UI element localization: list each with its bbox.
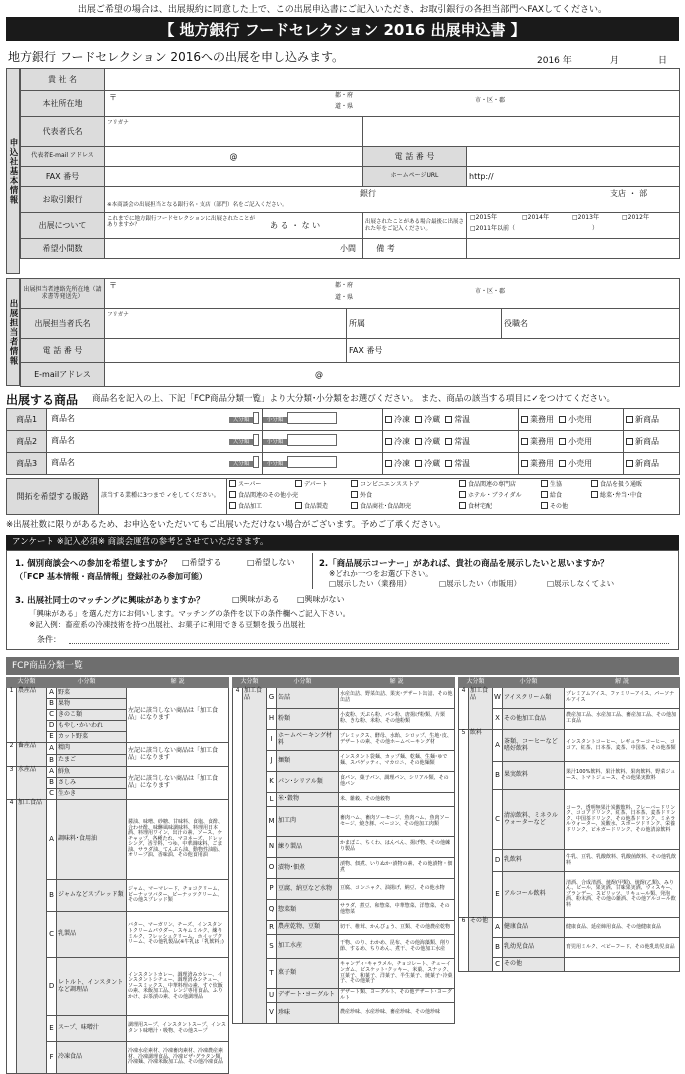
channel-foodservice[interactable]: 外食: [351, 491, 372, 500]
t2-letter: U: [267, 989, 277, 1003]
bank-field[interactable]: [105, 187, 680, 213]
pref-label-1: 都・府: [335, 92, 354, 99]
t2-minor: 惣菜類: [277, 900, 339, 921]
t1-note: 左記に該当しない商品は「加工食品」になります: [127, 743, 229, 767]
t1-minor: レトルト、インスタントなど調理品: [57, 958, 127, 1016]
products-heading: 出展する商品: [6, 393, 79, 407]
contact-address-field[interactable]: [105, 279, 680, 309]
survey-box: [6, 550, 679, 650]
t2-major-num: 4: [233, 688, 243, 1024]
t2-letter: M: [267, 807, 277, 837]
product-2-minor[interactable]: 小分類: [263, 434, 337, 446]
survey-condition-field[interactable]: [69, 643, 669, 644]
t2-minor: 豆腐、納豆など水物: [277, 879, 339, 900]
exhibit-question: これまでに地方銀行フードセレクションに出展されたことがありますか？: [107, 216, 255, 229]
furigana-label: フリガナ: [107, 120, 129, 126]
product-2-label: 商品2: [7, 431, 47, 453]
date-month: 月: [610, 56, 620, 66]
branch-suffix: 支店 ・ 部: [610, 189, 648, 198]
contact-address-label: 出展担当者連絡先所在地（請求書等発送先）: [21, 279, 105, 309]
t2-major-name: 加工食品: [243, 688, 267, 1024]
t1-letter: D: [47, 721, 57, 732]
bank-label: お取引銀行: [21, 187, 105, 213]
t3-desc: 健康食品、延産締用食品、その他健康食品: [565, 918, 680, 938]
t2-desc: 米、雑穀、その他穀物: [339, 793, 455, 807]
contact-tel-field[interactable]: [105, 339, 347, 363]
product-1-new[interactable]: 新商品: [624, 409, 680, 431]
contact-name-label: 出展担当者氏名: [21, 309, 105, 339]
survey-q1-note: （「FCP 基本情報・商品情報」登録社のみ参加可能）: [15, 572, 207, 581]
t2-desc: 畜肉ハム、畜肉ソーセージ、魚肉ハム、魚肉ソーセージ、焼き豚、ベーコン、その他加工肉類: [339, 807, 455, 837]
product-3-minor-cell[interactable]: [263, 453, 383, 475]
t1-letter: C: [47, 789, 57, 800]
booths-field[interactable]: [105, 239, 363, 259]
channel-specialty[interactable]: 食品関連の専門店: [459, 480, 516, 489]
product-3-major[interactable]: 大分類: [229, 456, 259, 468]
date-year: 2016 年: [537, 56, 572, 66]
product-1-label: 商品1: [7, 409, 47, 431]
t1-major-num: 3: [7, 767, 17, 800]
biko-label: 備 考: [363, 239, 467, 259]
t2-minor: 粉類: [277, 709, 339, 730]
t2-minor: ホームベーキング材料: [277, 730, 339, 751]
t1-major-num: 2: [7, 743, 17, 767]
t2-letter: L: [267, 793, 277, 807]
t1-major-num: 1: [7, 688, 17, 743]
fcp-table-3: [458, 677, 680, 972]
t3-letter: C: [493, 958, 503, 972]
product-3-temps[interactable]: 冷凍 冷蔵 常温: [383, 453, 519, 475]
bank-suffix: 銀行: [360, 189, 376, 198]
t2-minor: 加工肉: [277, 807, 339, 837]
t2-minor: 菓子類: [277, 959, 339, 989]
t2-letter: I: [267, 730, 277, 751]
address-label: 本社所在地: [21, 91, 105, 117]
year-2014[interactable]: □2014年: [522, 214, 549, 221]
survey-header: アンケート ※記入必須※ 商談会運営の参考とさせていただきます。: [6, 535, 679, 550]
channel-deli[interactable]: 総菜･弁当･中食: [591, 491, 642, 500]
tel-label: 電 話 番 号: [363, 147, 467, 167]
t3-col-desc: 解 説: [565, 678, 680, 688]
t2-desc: 食パン、菓子パン、調理パン、シリアル類、その他パン: [339, 772, 455, 793]
t1-major-num: 4: [7, 800, 17, 1074]
t2-minor: パン･シリアル類: [277, 772, 339, 793]
t2-letter: O: [267, 858, 277, 879]
t1-col-desc: 解 説: [127, 678, 229, 688]
t3-col-major: 大分類: [459, 678, 493, 688]
t2-letter: T: [267, 959, 277, 989]
applicant-side-label: 申込社基本情報: [6, 68, 20, 274]
channel-delivery[interactable]: 食材宅配: [459, 502, 492, 511]
t2-desc: デザート類、ヨーグルト、その他デザート･ヨーグルト: [339, 989, 455, 1003]
t3-minor: その他加工食品: [503, 709, 565, 730]
tel-field[interactable]: [467, 147, 680, 167]
contact-name-field[interactable]: [105, 309, 347, 339]
t2-letter: J: [267, 751, 277, 772]
contact-title-label: 役職名: [504, 318, 528, 328]
survey-q3-note1: 「興味がある」を選んだ方にお伺いします。マッチングの条件を以下の条件欄へご記入下さい。: [29, 609, 351, 618]
t2-minor: 加工水産: [277, 935, 339, 959]
t3-major-num: 5: [459, 730, 469, 918]
t2-col-minor: 小分類: [267, 678, 339, 688]
t1-minor: 生かき: [57, 789, 127, 800]
products-table: [6, 408, 680, 475]
survey-q3-opt-no[interactable]: □興味がない: [297, 595, 345, 604]
t2-letter: V: [267, 1003, 277, 1024]
product-row-3: [7, 453, 680, 475]
t1-note: 左記に該当しない商品は「加工食品」になります: [127, 688, 229, 743]
contact-email-label: E-mailアドレス: [21, 363, 105, 387]
contact-pref-2: 道・県: [335, 294, 354, 301]
t2-minor: 漬物･佃煮: [277, 858, 339, 879]
t3-letter: E: [493, 872, 503, 918]
t2-letter: P: [267, 879, 277, 900]
channel-other-retail[interactable]: 食品関連のその他小売: [229, 491, 298, 500]
t1-desc: インスタントカレー、調理済みカレー、インスタントシチュー、調理済みシチュー、ソースミックス、中華料理の素、すぐ炊飯の素、米飯加工品、レンジ専用食品、ふりかけ、お茶漬の素、その他調理品: [127, 958, 229, 1016]
contact-email-field[interactable]: [105, 363, 680, 387]
t2-letter: Q: [267, 900, 277, 921]
t1-major-name: 水産品: [17, 767, 47, 800]
contact-postal: 〒: [109, 281, 117, 290]
at-sign: @: [229, 151, 238, 161]
t2-desc: 切干、椎茸、かんぴょう、豆類、その他農産乾物: [339, 921, 455, 935]
t1-minor: スープ、味噌汁: [57, 1016, 127, 1042]
t2-desc: インスタント袋麺、カップ麺、乾麺、生麺･ゆで麺、スパゲッティ、マカロニ、その他麺類: [339, 751, 455, 772]
survey-q2-opt-business[interactable]: □展示したい（業務用）: [329, 579, 412, 588]
t2-desc: 農産珍味、水産珍味、畜産珍味、その他珍味: [339, 1003, 455, 1024]
exhibit-history-label: 出展について: [21, 213, 105, 239]
product-3-label: 商品3: [7, 453, 47, 475]
t3-desc: コーラ、透明無果汁炭酸飲料、フレーバードリンク、ココアドリンク、紅茶、日本茶、麦茶ドリンク、中国茶ドリンク、その他茶ドリンク、ミネラルウォーター、炭酸水、スポーツドリンク、栄養ドリンク、ビネガードリンク、その他清涼飲料: [565, 790, 680, 850]
channel-super[interactable]: スーパー: [229, 480, 261, 489]
product-1-major[interactable]: 大分類: [229, 412, 259, 424]
t2-letter: G: [267, 688, 277, 709]
homepage-label: ホームページURL: [363, 167, 467, 187]
contact-dept-label: 所属: [349, 318, 365, 328]
t3-minor: アルコール飲料: [503, 872, 565, 918]
survey-condition-label: 条件：: [37, 635, 61, 644]
t3-major-num: 6: [459, 918, 469, 972]
product-2-temps[interactable]: 冷凍 冷蔵 常温: [383, 431, 519, 453]
t1-major-name: 畜産品: [17, 743, 47, 767]
booths-label: 希望小間数: [21, 239, 105, 259]
t2-desc: かまぼこ、ちくわ、はんぺん、揚げ物、その他練り製品: [339, 837, 455, 858]
product-2-new[interactable]: 新商品: [624, 431, 680, 453]
t2-minor: 麺類: [277, 751, 339, 772]
exhibit-history-field[interactable]: [105, 213, 363, 239]
fcp-table-1: [6, 677, 229, 1074]
t1-letter: E: [47, 1016, 57, 1042]
product-1-minor-cell[interactable]: [263, 409, 383, 431]
t3-letter: X: [493, 709, 503, 730]
t1-minor: 冷凍食品: [57, 1042, 127, 1074]
t1-minor: 鮮魚: [57, 767, 127, 778]
survey-q3-opt-yes[interactable]: □興味がある: [232, 595, 280, 604]
t1-letter: B: [47, 755, 57, 767]
biko-field[interactable]: [467, 239, 680, 259]
t2-letter: K: [267, 772, 277, 793]
channel-mailorder[interactable]: 食品を扱う通販: [591, 480, 642, 489]
survey-q1-opt-yes[interactable]: □希望する: [182, 558, 222, 567]
aru-nai-choice[interactable]: あ る ・ な い: [270, 221, 321, 230]
product-3-new[interactable]: 新商品: [624, 453, 680, 475]
t3-minor: 清涼飲料、ミネラルウォーターなど: [503, 790, 565, 850]
t3-major-name: その他: [469, 918, 493, 972]
t1-letter: B: [47, 699, 57, 710]
fcp-table-2: [232, 677, 455, 1024]
t1-letter: B: [47, 880, 57, 912]
t3-letter: A: [493, 730, 503, 762]
t1-minor: ジャムなどスプレッド類: [57, 880, 127, 912]
t1-letter: F: [47, 1042, 57, 1074]
year-2013[interactable]: □2013年: [572, 214, 599, 221]
year-2012[interactable]: □2012年: [622, 214, 649, 221]
survey-q3-note2: ※記入例：畜産系の冷凍技術を持つ出展社、お菓子に利用できる豆類を扱う出展社: [29, 620, 306, 629]
postal-mark: 〒: [109, 93, 117, 102]
t3-minor: 乳幼児食品: [503, 938, 565, 958]
contact-pref-1: 都・府: [335, 282, 354, 289]
t1-desc: ジャム、マーマレード、チョコクリーム、ピーナッツバター、ピーナッツクリーム、その他スプレッド類: [127, 880, 229, 912]
t3-major-num: 4: [459, 688, 469, 730]
date-day: 日: [658, 56, 668, 66]
t2-letter: R: [267, 921, 277, 935]
t3-minor: アイスクリーム類: [503, 688, 565, 709]
channel-processing[interactable]: 食品加工: [229, 502, 262, 511]
t1-minor: きのこ類: [57, 710, 127, 721]
product-row-1: [7, 409, 680, 431]
t2-minor: 米･穀物: [277, 793, 339, 807]
t1-letter: A: [47, 767, 57, 778]
t2-col-major: 大分類: [233, 678, 267, 688]
t1-letter: A: [47, 800, 57, 880]
koma-unit: 小間: [340, 243, 356, 253]
product-2-name-field[interactable]: [47, 431, 263, 453]
past-year-question: 出展されたことがある場合最後に出展された年をご記入ください。: [363, 213, 467, 239]
t2-letter: N: [267, 837, 277, 858]
t2-minor: デザート･ヨーグルト: [277, 989, 339, 1003]
pref-label-2: 道・県: [335, 103, 354, 110]
fax-field[interactable]: [105, 167, 363, 187]
t2-desc: サラダ、煮豆、和惣菜、中華惣菜、洋惣菜、その他惣菜: [339, 900, 455, 921]
t1-note: 左記に該当しない商品は「加工食品」になります: [127, 767, 229, 800]
product-1-temps[interactable]: 冷凍 冷蔵 常温: [383, 409, 519, 431]
survey-q2-opt-retail[interactable]: □展示したい（市販用）: [439, 579, 522, 588]
survey-q1: 1. 個別商談会への参加を希望しますか？: [15, 559, 172, 569]
rep-title-field[interactable]: [363, 117, 680, 147]
t2-letter: H: [267, 709, 277, 730]
channel-catering[interactable]: 給食: [541, 491, 562, 500]
t3-desc: [565, 958, 680, 972]
product-3-name-label: 商品名: [51, 458, 75, 467]
contact-fax-field[interactable]: [347, 339, 680, 363]
t3-minor: 果実飲料: [503, 762, 565, 790]
t3-letter: W: [493, 688, 503, 709]
email-label: 代表者E-mail アドレス: [21, 147, 105, 167]
t2-letter: S: [267, 935, 277, 959]
t1-major-name: 農産品: [17, 688, 47, 743]
t1-letter: D: [47, 958, 57, 1016]
product-1-name-field[interactable]: [47, 409, 263, 431]
contact-at-sign: @: [315, 369, 323, 379]
t2-minor: 珍味: [277, 1003, 339, 1024]
t2-desc: 小麦粉、天ぷら粉、パン粉、唐揚げ粉類、片栗粉、きな粉、米粉、その他粉類: [339, 709, 455, 730]
t3-desc: 果汁100%飲料、果汁飲料、果肉飲料、野菜ジュース、トマトジュース、その他果実飲料: [565, 762, 680, 790]
year-close-paren: ）: [592, 225, 599, 232]
survey-q2-opt-no[interactable]: □展示しなくてよい: [547, 579, 615, 588]
t1-minor: 果物: [57, 699, 127, 710]
channels-options[interactable]: [227, 479, 680, 515]
channels-table: [6, 478, 680, 515]
http-prefix: http://: [469, 171, 494, 181]
t3-minor: その他: [503, 958, 565, 972]
product-2-minor-cell[interactable]: [263, 431, 383, 453]
t1-desc: 調理用スープ、インスタントスープ、インスタント味噌汁・吸物、その他スープ: [127, 1016, 229, 1042]
t1-minor: たまご: [57, 755, 127, 767]
contact-fax-label: FAX 番号: [349, 345, 383, 355]
t1-minor: カット野菜: [57, 732, 127, 743]
t3-major-name: 加工食品: [469, 688, 493, 730]
t3-letter: B: [493, 938, 503, 958]
t1-desc: バター、マーガリン、チーズ、インスタントクリームパウダー、スキムミルク、練りミルク、フレッシュクリーム、ホイップクリーム、その他乳製品(※牛乳は「乳飲料」): [127, 912, 229, 958]
t3-letter: A: [493, 918, 503, 938]
channel-convenience[interactable]: コンビニエンスストア: [351, 480, 420, 489]
past-year-options[interactable]: [467, 213, 680, 239]
t2-desc: キャンディ･キャラメル、チョコレート、チューインガム、ビスケット･クッキー、米菓、スナック、豆菓子、和菓子、洋菓子、半生菓子、焼菓子･冷菓子、その他菓子: [339, 959, 455, 989]
t3-letter: D: [493, 850, 503, 872]
products-note: 商品名を記入の上、下記「FCP商品分類一覧」より大分類･小分類をお選びください。 また、商品の該当する項目に✓をつけてください。: [92, 394, 616, 404]
channel-other[interactable]: その他: [541, 502, 568, 511]
product-2-uses[interactable]: 業務用 小売用: [519, 431, 624, 453]
product-2-name-label: 商品名: [51, 436, 75, 445]
t1-letter: B: [47, 778, 57, 789]
contact-dept-field[interactable]: [347, 309, 502, 339]
contact-furigana: フリガナ: [107, 312, 129, 318]
t3-desc: インスタントコーヒー、レギュラーコーヒー、ココア、紅茶、日本茶、麦茶、中国茶、その他茶類: [565, 730, 680, 762]
top-notice: 出展ご希望の場合は、出展規約に同意した上で、この出展申込書にご記入いただき、お取引銀行の各担当部門へFAXしてください。: [77, 5, 608, 15]
product-1-uses[interactable]: 業務用 小売用: [519, 409, 624, 431]
year-2015[interactable]: □2015年: [470, 214, 497, 221]
t1-letter: A: [47, 688, 57, 699]
t1-letter: C: [47, 710, 57, 721]
t3-minor: 健康食品: [503, 918, 565, 938]
t3-desc: 農産加工品、水産加工品、畜産加工品、その他加工食品: [565, 709, 680, 730]
t3-letter: C: [493, 790, 503, 850]
rep-field[interactable]: [105, 117, 363, 147]
t2-col-desc: 解 説: [339, 678, 455, 688]
t2-desc: 干物、のり、わかめ、昆布、その他海藻類、削り節、するめ、ちりめん、煮干、その他加工水産: [339, 935, 455, 959]
city-label: 市・区・郡: [475, 97, 506, 104]
fax-label: FAX 番号: [21, 167, 105, 187]
t2-desc: 漬物、佃煮、いりぬか･漬物の素、その他漬物・佃煮: [339, 858, 455, 879]
t1-minor: もやし･かいわれ: [57, 721, 127, 732]
company-label: 貴 社 名: [21, 69, 105, 91]
t1-minor: 野菜: [57, 688, 127, 699]
product-1-minor[interactable]: 小分類: [263, 412, 337, 424]
t2-desc: 豆腐、コンニャク、油揚げ、納豆、その他水物: [339, 879, 455, 900]
t2-minor: 練り製品: [277, 837, 339, 858]
survey-q3: 3. 出展社同士のマッチングに興味がありますか？: [15, 596, 205, 606]
bank-note: ※本商談会の出展担当となる銀行名・支店（部門）名をご記入ください。: [107, 202, 288, 208]
t1-minor: 調味料･食用油: [57, 800, 127, 880]
form-title: 【 地方銀行 フードセレクション 2016 出展申込書 】: [6, 17, 679, 41]
channel-hotel[interactable]: ホテル・ブライダル: [459, 491, 522, 500]
survey-q1-opt-no[interactable]: □希望しない: [247, 558, 295, 567]
t3-minor: 茶類、コーヒーなど嗜好飲料: [503, 730, 565, 762]
t1-letter: A: [47, 743, 57, 755]
contact-tel-label: 電 話 番 号: [21, 339, 105, 363]
channel-coop[interactable]: 生協: [541, 480, 562, 489]
t3-desc: 清酒、合成清酒、焼酎(甲類)、焼酎(乙類)、みりん、ビール、果実酒、甘味果実酒、ウィスキー、ブランデー、スピリッツ、リキュール類、発泡酒、粉末酒、その他の雑酒、その他アルコール飲料: [565, 872, 680, 918]
t3-minor: 乳飲料: [503, 850, 565, 872]
t2-minor: 農産乾物、豆類: [277, 921, 339, 935]
product-row-2: [7, 431, 680, 453]
t3-desc: 育児用ミルク、ベビーフード、その他乳幼児食品: [565, 938, 680, 958]
t1-letter: C: [47, 912, 57, 958]
t1-letter: E: [47, 732, 57, 743]
product-2-major[interactable]: 大分類: [229, 434, 259, 446]
t3-letter: B: [493, 762, 503, 790]
channel-manufacturing[interactable]: 食品製造: [295, 502, 328, 511]
t3-major-name: 飲料: [469, 730, 493, 918]
product-1-name-label: 商品名: [51, 414, 75, 423]
rep-label: 代表者氏名: [21, 117, 105, 147]
t1-desc: 冷凍水産素材、冷凍畜肉素材、冷凍農産素材、冷凍調理食品、冷凍ピザ･グラタン類、冷凍麺、冷凍米飯加工品、その他冷凍食品: [127, 1042, 229, 1074]
t1-minor: 精肉: [57, 743, 127, 755]
t2-minor: 缶詰: [277, 688, 339, 709]
channel-wholesale[interactable]: 食品商社･食品卸売: [351, 502, 411, 511]
homepage-field[interactable]: [467, 167, 680, 187]
t3-desc: 牛乳、豆乳、乳酸飲料、乳酸菌飲料、その他乳飲料: [565, 850, 680, 872]
form-subtitle: 地方銀行 フードセレクション 2016への出展を申し込みます。: [8, 50, 345, 64]
fcp-header: FCP商品分類一覧: [6, 657, 679, 675]
channels-label: 開拓を希望する販路: [7, 479, 99, 515]
t1-col-major: 大分類: [7, 678, 47, 688]
t1-minor: さしみ: [57, 778, 127, 789]
t2-desc: 水産缶詰、野菜缶詰、果実･デザート缶詰、その他缶詰: [339, 688, 455, 709]
year-2011[interactable]: □2011年以前（: [470, 225, 515, 232]
capacity-notice: ※出展社数に限りがあるため、お申込をいただいてもご出展いただけない場合がございます。予めご了承ください。: [6, 520, 446, 530]
product-3-name-field[interactable]: [47, 453, 263, 475]
product-3-minor[interactable]: 小分類: [263, 456, 337, 468]
t3-col-minor: 小分類: [493, 678, 565, 688]
channel-department[interactable]: デパート: [295, 480, 328, 489]
contact-table: [20, 278, 680, 387]
contact-city: 市・区・郡: [475, 288, 506, 295]
applicant-table: [20, 68, 680, 259]
contact-title-field[interactable]: [502, 309, 680, 339]
channels-desc: 該当する業種に3つまで ✓をしてください。: [99, 479, 227, 515]
product-3-uses[interactable]: 業務用 小売用: [519, 453, 624, 475]
survey-q2: 2.「商品展示コーナー」があれば、貴社の商品を展示したいと思いますか？: [319, 559, 609, 569]
survey-q2-sub: ※どれか一つをお選び下さい。: [329, 569, 433, 578]
t1-col-minor: 小分類: [47, 678, 127, 688]
email-field[interactable]: [105, 147, 363, 167]
company-field[interactable]: [105, 69, 680, 91]
t1-minor: 乳製品: [57, 912, 127, 958]
t1-desc: 醤油、味噌、砂糖、甘味料、食塩、食酢、合わせ酢、味醂風味調味料、料理用日本酒、料理用ワイン、出汁の素、ソース、ケチャップ、各種たれ、マヨネーズ、ドレッシング、香辛料、つゆ、中華調味料、ごま油、サラダ油、てんぷら油、動物性油脂、オリーブ油、香味油、その他食用油: [127, 800, 229, 880]
t1-major-name: 加工食品: [17, 800, 47, 1074]
contact-side-label: 出展担当者情報: [6, 278, 20, 386]
t3-desc: プレミアムアイス、ファミリーアイス、パーソナルアイス: [565, 688, 680, 709]
address-field[interactable]: [105, 91, 680, 117]
t2-desc: プレミックス、酵母、水飴、シロップ、生地･皮、デザートの素、その他ホームベーキング材: [339, 730, 455, 751]
survey-divider: [312, 553, 313, 589]
